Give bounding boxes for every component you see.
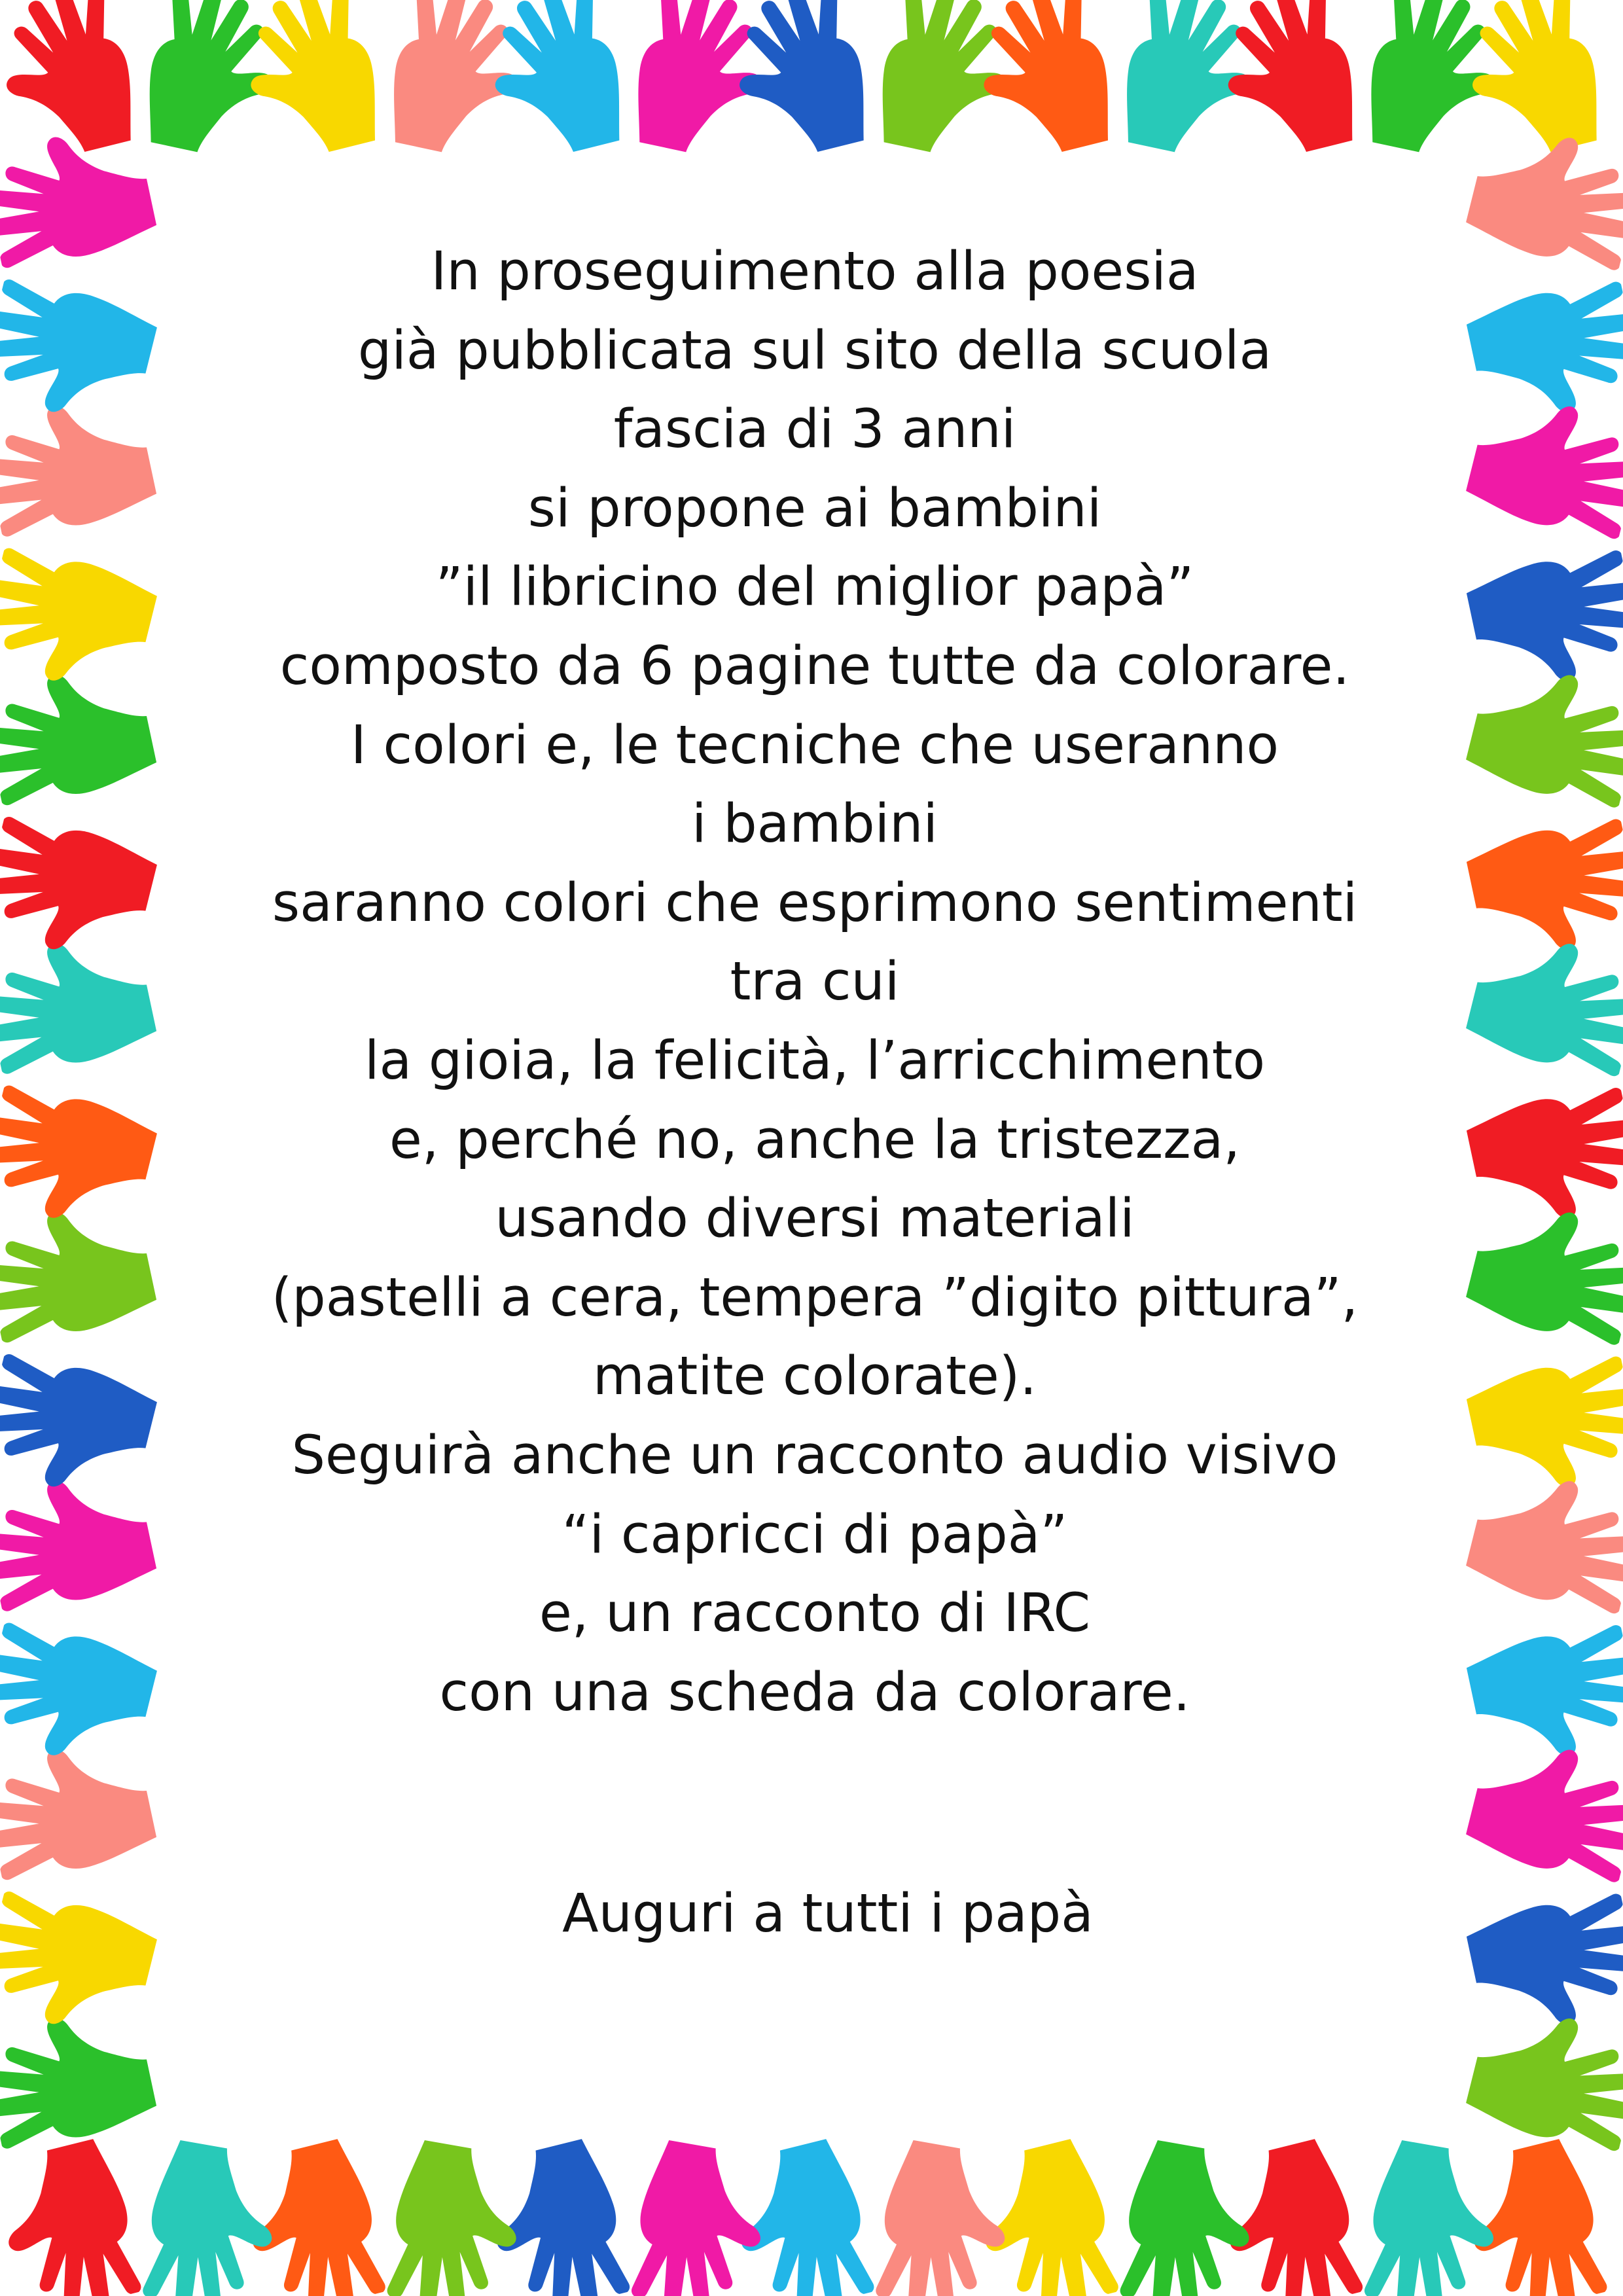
handprint-icon bbox=[0, 272, 160, 431]
handprint-icon bbox=[234, 2136, 393, 2296]
text-line: si propone ai bambini bbox=[527, 477, 1102, 539]
handprint-icon bbox=[625, 2138, 774, 2296]
handprint-icon bbox=[0, 2136, 148, 2296]
handprint-icon bbox=[1463, 656, 1623, 815]
handprint-icon bbox=[0, 2001, 160, 2155]
handprint-icon bbox=[1358, 2138, 1507, 2296]
handprint-icon bbox=[1463, 544, 1623, 698]
handprint-icon bbox=[1463, 1731, 1623, 1890]
text-line: e, un racconto di IRC bbox=[539, 1583, 1091, 1645]
handprint-icon bbox=[1463, 1350, 1623, 1504]
handprint-icon bbox=[478, 2136, 637, 2296]
text-line: fascia di 3 anni bbox=[613, 399, 1016, 461]
handprint-icon bbox=[0, 120, 160, 275]
handprint-icon bbox=[1463, 1887, 1623, 2041]
handprint-icon bbox=[1463, 387, 1623, 546]
handprint-icon bbox=[1463, 1193, 1623, 1352]
text-line: con una scheda da colorare. bbox=[439, 1661, 1190, 1723]
handprint-icon bbox=[381, 2138, 530, 2296]
text-line: ”il libricino del miglior papà” bbox=[435, 556, 1194, 619]
handprint-icon bbox=[0, 1463, 160, 1618]
handprint-icon bbox=[0, 926, 160, 1081]
text-line: già pubblicata sul sito della scuola bbox=[357, 319, 1272, 382]
text-line: tra cui bbox=[730, 951, 900, 1013]
handprint-icon bbox=[1463, 1999, 1623, 2158]
text-line: Seguirà anche un racconto audio visivo bbox=[291, 1424, 1338, 1486]
text-line: I colori e, le tecniche che useranno bbox=[350, 714, 1279, 776]
handprint-icon bbox=[0, 389, 160, 543]
text-line: saranno colori che esprimono sentimenti bbox=[272, 872, 1358, 934]
text-line: “i capricci di papà” bbox=[562, 1503, 1068, 1566]
handprint-icon bbox=[0, 1884, 160, 2043]
handprint-icon bbox=[0, 0, 145, 166]
handprint-icon bbox=[967, 2136, 1126, 2296]
text-line: la gioia, la felicità, l’arricchimento bbox=[364, 1030, 1266, 1092]
text-line: In proseguimento alla poesia bbox=[431, 241, 1199, 302]
handprint-icon bbox=[1463, 1081, 1623, 1236]
handprint-icon bbox=[0, 810, 160, 969]
handprint-icon bbox=[0, 1195, 160, 1350]
handprint-icon bbox=[722, 2136, 881, 2296]
text-line: (pastelli a cera, tempera ”digito pittura”, bbox=[271, 1266, 1359, 1329]
handprint-icon bbox=[0, 1079, 160, 1238]
handprint-icon bbox=[1211, 2136, 1370, 2296]
text-line: e, perché no, anche la tristezza, bbox=[389, 1109, 1241, 1171]
handprint-icon bbox=[1463, 1619, 1623, 1773]
announcement-text bbox=[216, 232, 1414, 1732]
handprint-icon bbox=[1455, 2136, 1614, 2296]
handprint-icon bbox=[1463, 1462, 1623, 1621]
text-line: i bambini bbox=[692, 793, 938, 855]
handprint-icon bbox=[870, 2138, 1019, 2296]
text-line: composto da 6 pagine tutte da colorare. bbox=[279, 635, 1350, 697]
handprint-icon bbox=[0, 541, 160, 700]
handprint-icon bbox=[1114, 2138, 1263, 2296]
handprint-icon bbox=[0, 1732, 160, 1887]
handprint-icon bbox=[137, 2138, 286, 2296]
text-line: usando diversi materiali bbox=[495, 1188, 1135, 1250]
handprint-icon bbox=[0, 1347, 160, 1506]
handprint-icon bbox=[1463, 812, 1623, 967]
handprint-icon bbox=[0, 658, 160, 812]
handprint-icon bbox=[1463, 924, 1623, 1083]
text-line: matite colorate). bbox=[592, 1346, 1037, 1408]
closing-greeting: Auguri a tutti i papà bbox=[562, 1883, 1094, 1945]
handprint-icon bbox=[1463, 118, 1623, 278]
handprint-icon bbox=[1463, 275, 1623, 429]
handprint-icon bbox=[0, 1616, 160, 1775]
